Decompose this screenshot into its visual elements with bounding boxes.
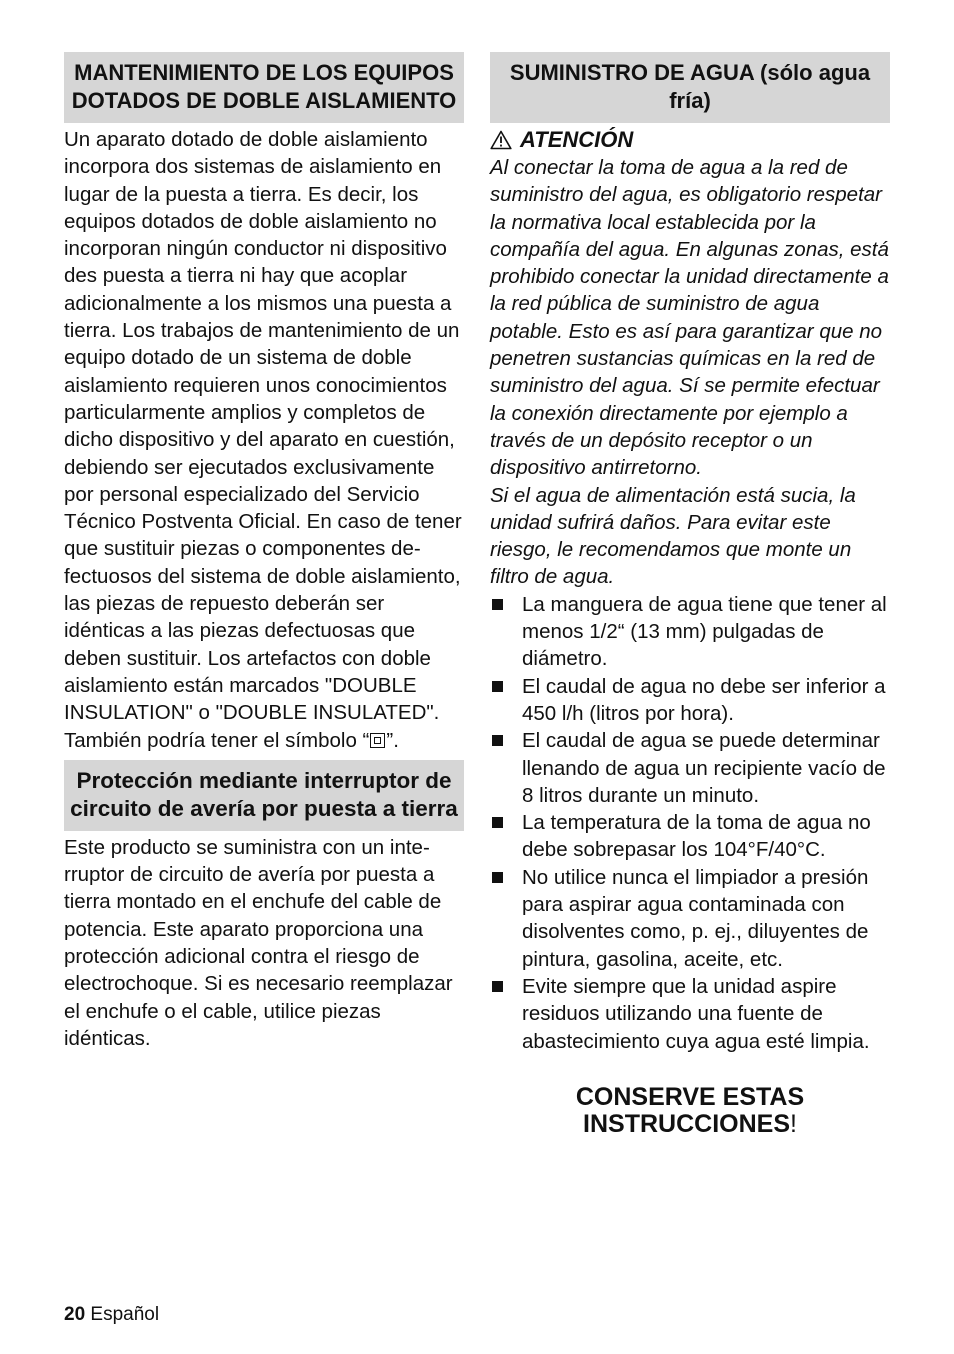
page-footer [64, 1303, 159, 1327]
page-language: Español [90, 1304, 160, 1325]
warning-paragraph-2: Si el agua de alimentación está sucia, la unidad sufrirá daños. Para evitar este riesgo, le recomendamos que monte un filtro de agua. [490, 483, 856, 589]
right-column [490, 52, 890, 1138]
square-bullet-icon [492, 872, 503, 883]
list-item-text: Evite siempre que la unidad aspire residuos utilizando una fuente de abastecimiento cuya agua esté limpia. [522, 974, 870, 1053]
square-bullet-icon [492, 599, 503, 610]
section-double-insulation [64, 52, 464, 754]
list-item-text: El caudal de agua se puede determinar llenando de agua un recipiente vacío de 8 litros durante un minuto. [522, 729, 886, 807]
list-item [490, 809, 890, 864]
warning-triangle-icon [490, 130, 512, 150]
section-heading-double-insulation: MANTENIMIENTO DE LOS EQUIPOS DOTADOS DE DOBLE AISLAMIENTO [64, 52, 464, 123]
section-heading-water-supply: SUMINISTRO DE AGUA (sólo agua fría) [490, 52, 890, 123]
list-item-text: No utilice nunca el limpiador a presión para aspirar agua contaminada con disolventes como, p. ej., diluyentes de pintura, gasolina, aceite, etc. [522, 865, 869, 971]
save-instructions-exclamation: ! [790, 1109, 797, 1138]
warning-title: ATENCIÓN [520, 127, 634, 152]
square-bullet-icon [492, 817, 503, 828]
list-item [490, 591, 890, 673]
save-instructions-line-2 [490, 1111, 890, 1138]
list-item-text: El caudal de agua no debe ser inferior a 450 l/h (litros por hora). [522, 674, 886, 725]
save-instructions-word: INSTRUCCIONES [583, 1109, 790, 1138]
save-instructions-note [490, 1084, 890, 1138]
save-instructions-line-1: CONSERVE ESTAS [575, 1082, 805, 1111]
list-item [490, 864, 890, 973]
warning-paragraph-1: Al conectar la toma de agua a la red de suministro del agua, es obligatorio respetar la normativa local establecida por la compañía del agua. En algunas zonas, está prohibido conectar la unidad directamente a la red pública de suministro de agua potable. Esto es así para garantizar que no penetren sustancias químicas en la red de suministro del agua. Sí se permite efectuar la conexión directamente por ejemplo a través de un depósito receptor o un dispositivo antirretorno. [490, 156, 889, 480]
double-insulation-text: Un aparato dotado de doble aislamiento incorpora dos sistemas de aislamiento en lugar de la puesta a tierra. Es decir, los equipos dotados de doble aislamiento no incorporan ningún conductor ni dispositivo des puesta a tierra ni hay que acoplar adicionalmente a los mismos una puesta a tierra. Los trabajos de mantenimiento de un equipo dotado de un sistema de doble aislamiento requieren unos conocimientos particularmente amplios y completos de dicho dispositivo y del aparato en cuestión, debiendo ser ejecutados exclusivamente por personal especializado del Servicio Técnico Postventa Oficial. En caso de tener que sustituir piezas o componentes defectuosos del sistema de doble aislamiento, las piezas de repuesto deberán ser idénticas a las piezas defectuosas que deben sustituir. Los artefactos con doble aislamiento están marcados "DOUBLE INSULATION" o "DOUBLE INSULATED". También podría tener el símbolo “ [64, 128, 462, 752]
page-number: 20 [64, 1304, 86, 1325]
list-item-text: La temperatura de la toma de agua no debe sobrepasar los 104°F/40°C. [522, 811, 871, 862]
square-bullet-icon [492, 981, 503, 992]
list-item [490, 673, 890, 728]
list-item [490, 727, 890, 809]
double-insulation-body [64, 126, 464, 754]
gfci-body: Este producto se suministra con un interruptor de circuito de avería por puesta a tierra montado en el enchufe del cable de potencia. Este aparato proporciona una protección adicional contra el riesgo de electrochoque. Si es necesario reemplazar el enchufe o el cable, utilice piezas idénticas. [64, 835, 453, 1050]
double-insulation-text-end: ”. [386, 728, 399, 752]
warning-heading [490, 126, 890, 154]
list-item [490, 973, 890, 1055]
section-heading-gfci: Protección mediante interruptor de circuito de avería por puesta a tierra [64, 760, 464, 831]
left-column [64, 52, 464, 1052]
water-requirements-list [490, 591, 890, 1055]
square-bullet-icon [492, 735, 503, 746]
section-gfci [64, 760, 464, 1052]
double-insulation-symbol-icon [370, 733, 385, 748]
list-item-text: La manguera de agua tiene que tener al menos 1/2“ (13 mm) pulgadas de diámetro. [522, 592, 887, 671]
square-bullet-icon [492, 681, 503, 692]
